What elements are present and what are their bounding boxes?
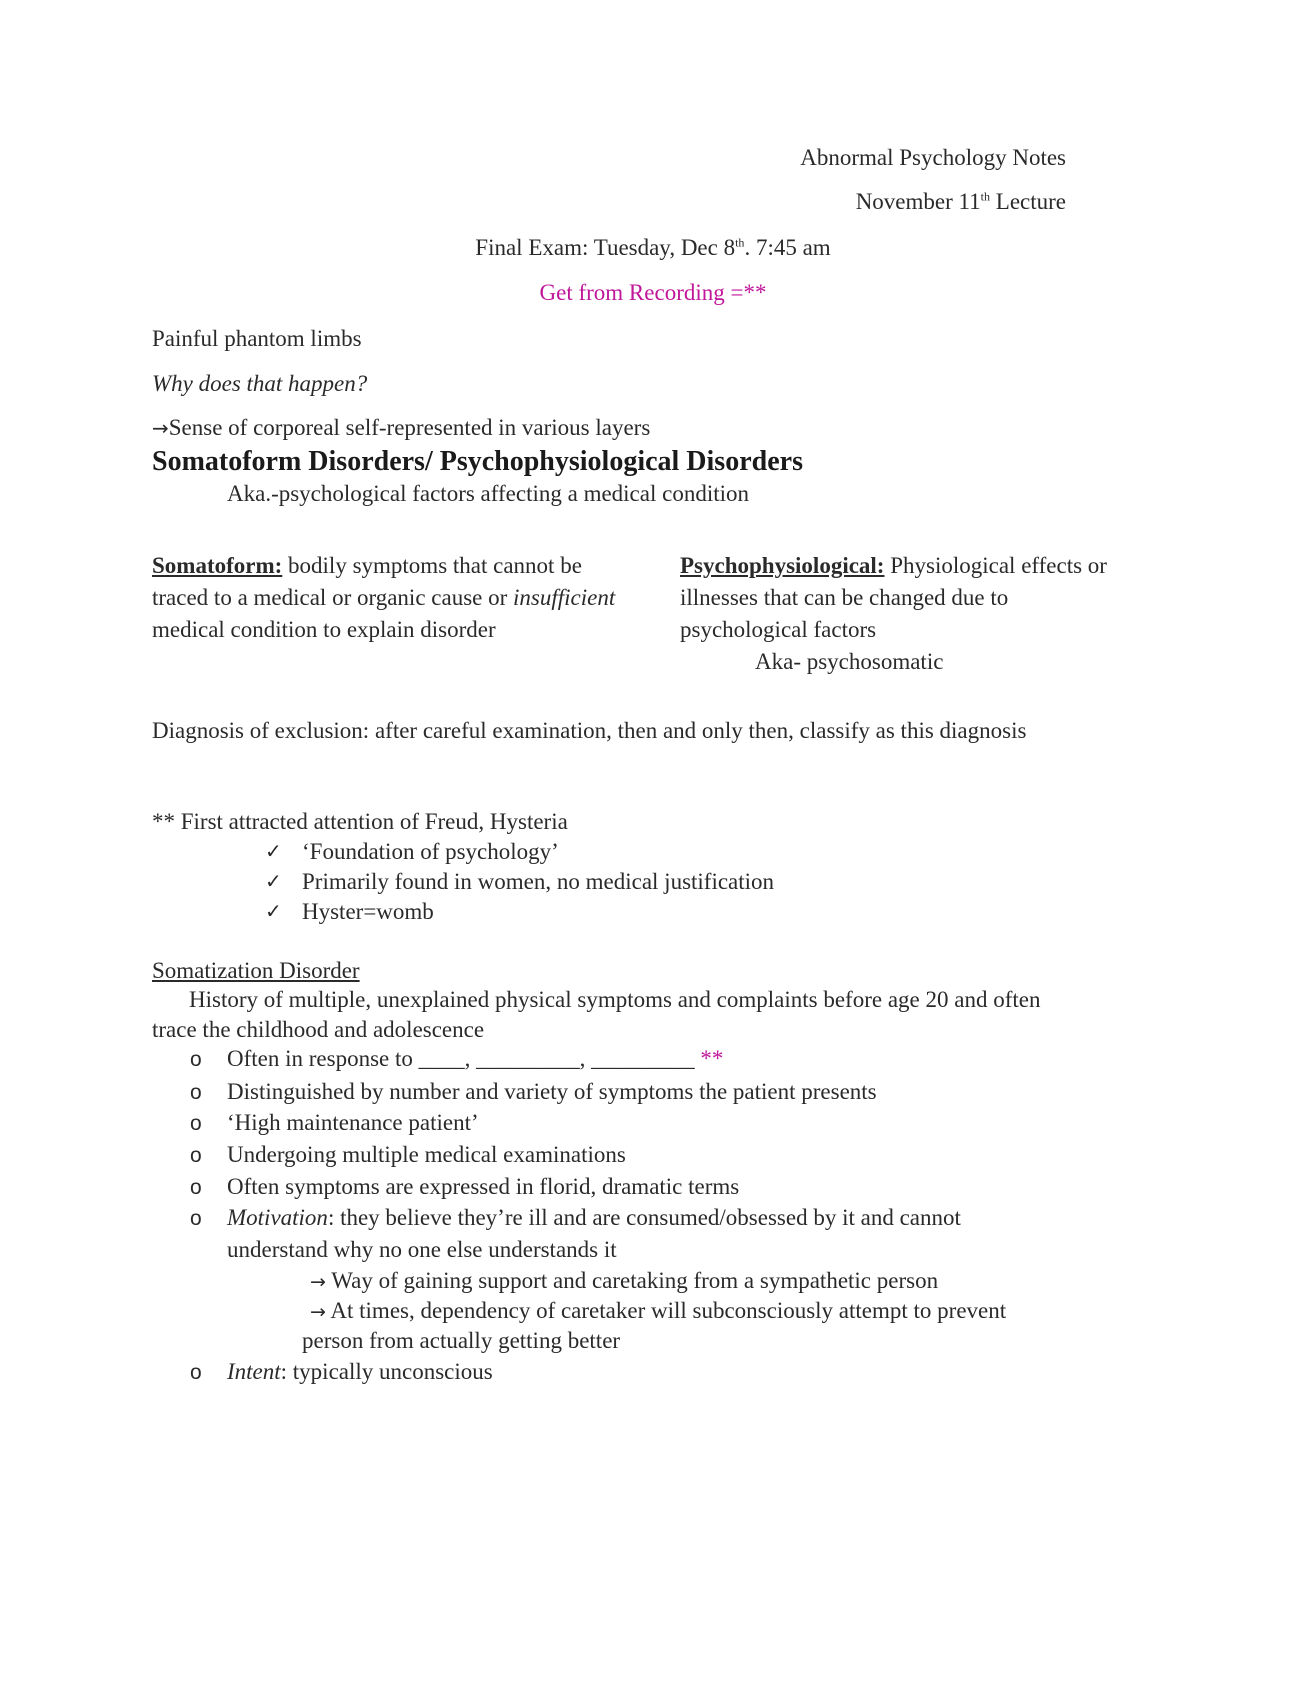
item-text: : typically unconscious bbox=[280, 1359, 493, 1384]
freud-item: ‘Foundation of psychology’ bbox=[302, 839, 559, 864]
lecture-date bbox=[856, 187, 1066, 217]
checkmark-icon: ✓ bbox=[265, 869, 282, 893]
somatization-title: Somatization Disorder bbox=[152, 958, 360, 983]
somatoform-text-2: medical condition to explain disorder bbox=[152, 617, 496, 642]
freud-item: Hyster=womb bbox=[302, 899, 434, 924]
intro-answer bbox=[152, 413, 650, 443]
final-exam-text: Final Exam: Tuesday, Dec 8 bbox=[475, 235, 736, 260]
lecture-date-suffix: Lecture bbox=[990, 189, 1066, 214]
item-text: Often in response to bbox=[227, 1046, 419, 1071]
somatization-item bbox=[227, 1203, 961, 1233]
arrow-icon: → bbox=[152, 416, 169, 440]
sub-point-continuation: person from actually getting better bbox=[302, 1328, 621, 1353]
bullet-icon: o bbox=[190, 1081, 202, 1104]
somatization-history: History of multiple, unexplained physical symptoms and complaints before age 20 and often bbox=[189, 987, 1041, 1012]
section-aka: Aka.-psychological factors affecting a medical condition bbox=[227, 481, 749, 506]
arrow-icon: → bbox=[310, 1301, 326, 1323]
psychophysiological-aka: Aka- psychosomatic bbox=[755, 649, 944, 674]
item-label: Motivation bbox=[227, 1205, 328, 1230]
intro-line: Painful phantom limbs bbox=[152, 326, 362, 351]
recording-note: Get from Recording =** bbox=[539, 280, 767, 305]
item-stars: ** bbox=[694, 1046, 724, 1071]
intro-answer-text: Sense of corporeal self-represented in various layers bbox=[168, 415, 651, 440]
item-label: Intent bbox=[227, 1359, 281, 1384]
item-text: : they believe they’re ill and are consumed/obsessed by it and cannot bbox=[327, 1205, 961, 1230]
final-exam-sup: th bbox=[735, 235, 745, 250]
freud-line: ** First attracted attention of Freud, Hysteria bbox=[152, 809, 568, 834]
course-title bbox=[800, 143, 1066, 173]
lecture-date-text: November 11 bbox=[855, 189, 981, 214]
sub-point-text: Way of gaining support and caretaking from a sympathetic person bbox=[325, 1268, 939, 1293]
exclusion-line: Diagnosis of exclusion: after careful examination, then and only then, classify as this diagnosis bbox=[152, 718, 1027, 743]
final-exam-line bbox=[0, 233, 1306, 263]
course-title-text: Abnormal Psychology Notes bbox=[800, 145, 1066, 170]
lecture-date-sup: th bbox=[980, 189, 991, 204]
bullet-icon: o bbox=[190, 1207, 202, 1230]
section-heading: Somatoform Disorders/ Psychophysiological Disorders bbox=[152, 446, 803, 477]
sub-point bbox=[310, 1266, 938, 1296]
somatoform-definition bbox=[152, 550, 622, 646]
somatization-history-2: trace the childhood and adolescence bbox=[152, 1017, 485, 1042]
somatization-item: ‘High maintenance patient’ bbox=[227, 1110, 479, 1135]
somatization-item bbox=[227, 1357, 493, 1387]
freud-item: Primarily found in women, no medical justification bbox=[302, 869, 775, 894]
checkmark-icon: ✓ bbox=[265, 839, 282, 863]
bullet-icon: o bbox=[190, 1048, 202, 1071]
final-exam-suffix: . 7:45 am bbox=[744, 235, 831, 260]
bullet-icon: o bbox=[190, 1361, 202, 1384]
somatization-item: Often symptoms are expressed in florid, dramatic terms bbox=[227, 1174, 740, 1199]
intro-question: Why does that happen? bbox=[152, 371, 368, 396]
bullet-icon: o bbox=[190, 1144, 202, 1167]
somatoform-term: Somatoform: bbox=[152, 553, 283, 578]
bullet-icon: o bbox=[190, 1176, 202, 1199]
psychophysiological-text: Physiological effects or illnesses that can be changed due to psychological factors bbox=[680, 553, 1107, 642]
somatization-item: Distinguished by number and variety of symptoms the patient presents bbox=[227, 1079, 877, 1104]
arrow-icon: → bbox=[310, 1271, 326, 1293]
somatoform-text: bodily symptoms that cannot be traced to a medical or organic cause or bbox=[152, 553, 582, 610]
somatization-item bbox=[227, 1044, 723, 1074]
item-blanks: ____, _________, _________ bbox=[418, 1046, 695, 1071]
somatoform-italic: insufficient bbox=[513, 585, 616, 610]
sub-point bbox=[310, 1296, 1006, 1326]
sub-point-text: At times, dependency of caretaker will subconsciously attempt to prevent bbox=[325, 1298, 1007, 1323]
somatization-item-continuation: understand why no one else understands it bbox=[227, 1237, 617, 1262]
bullet-icon: o bbox=[190, 1112, 202, 1135]
checkmark-icon: ✓ bbox=[265, 899, 282, 923]
somatization-item: Undergoing multiple medical examinations bbox=[227, 1142, 626, 1167]
psychophysiological-term: Psychophysiological: bbox=[680, 553, 885, 578]
psychophysiological-definition bbox=[680, 550, 1140, 678]
